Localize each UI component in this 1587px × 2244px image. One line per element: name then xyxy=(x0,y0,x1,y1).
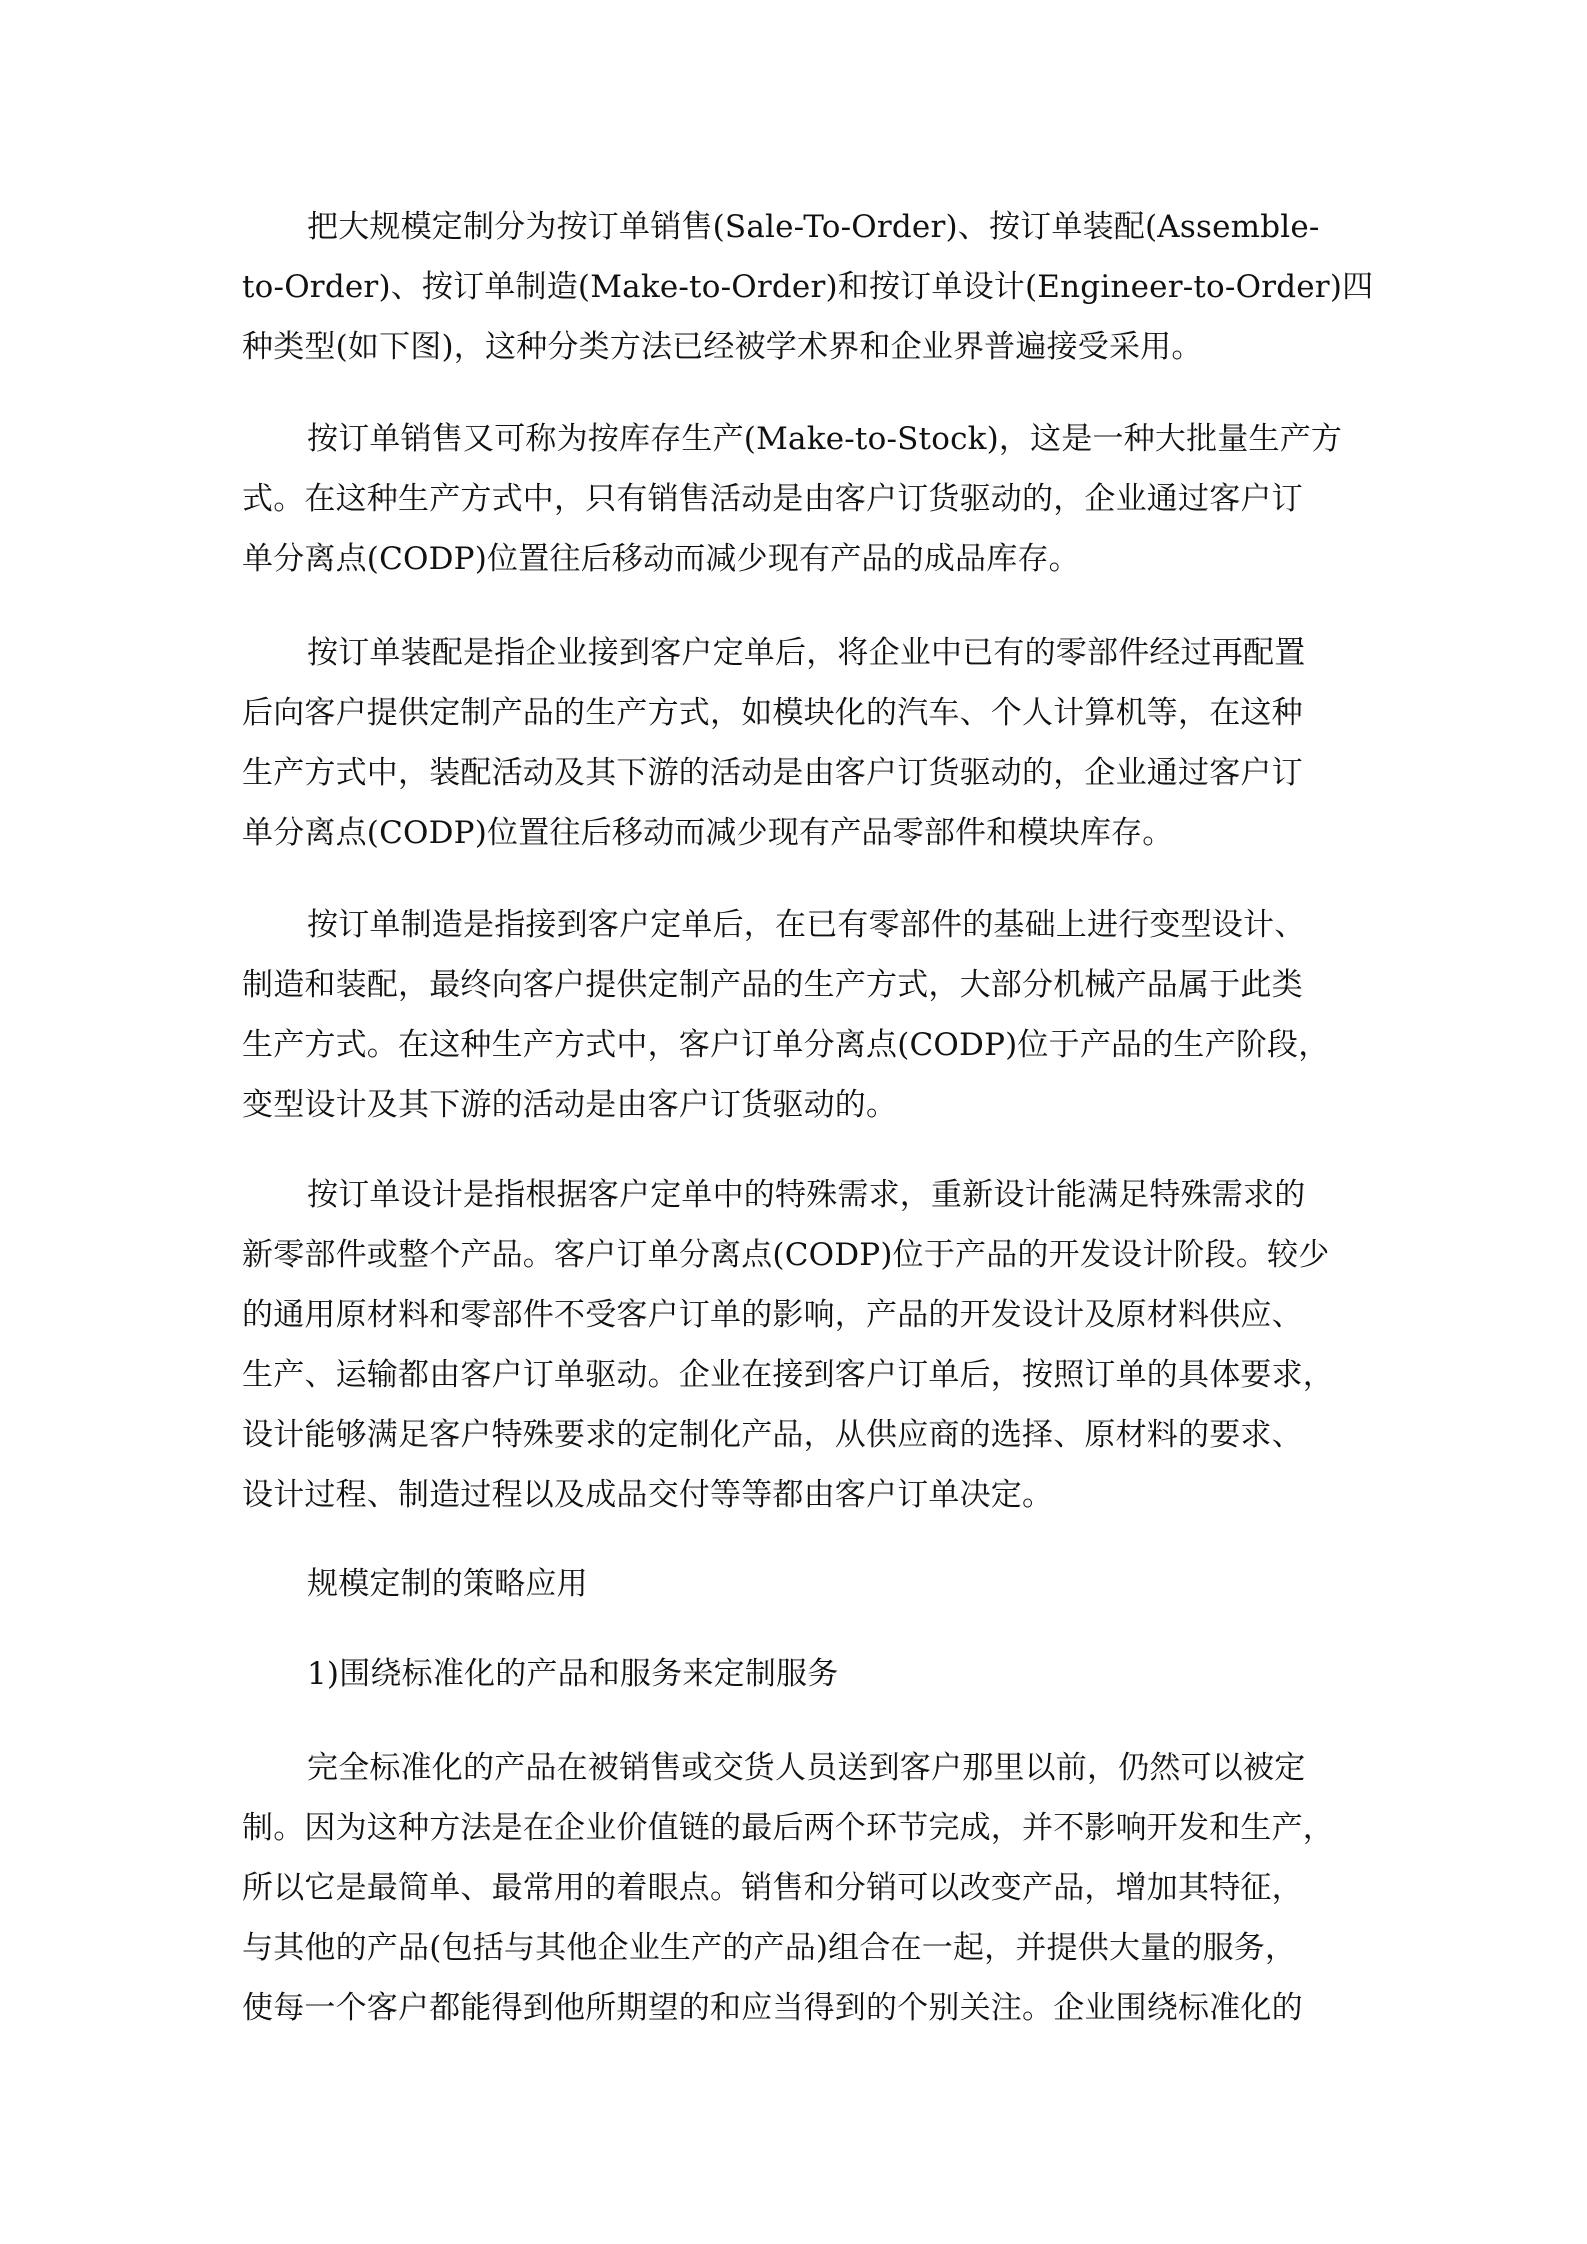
paragraph-line: 把大规模定制分为按订单销售(Sale-To-Order)、按订单装配(Assemble- xyxy=(307,209,1320,245)
paragraph-line: 按订单制造是指接到客户定单后，在已有零部件的基础上进行变型设计、 xyxy=(307,907,1306,943)
paragraph-line: 设计过程、制造过程以及成品交付等等都由客户订单决定。 xyxy=(242,1477,1054,1513)
paragraph-line: 后向客户提供定制产品的生产方式，如模块化的汽车、个人计算机等，在这种 xyxy=(242,695,1303,731)
paragraph-line: 按订单装配是指企业接到客户定单后，将企业中已有的零部件经过再配置 xyxy=(307,635,1306,671)
paragraph-line: 单分离点(CODP)位置往后移动而减少现有产品零部件和模块库存。 xyxy=(242,815,1174,851)
paragraph-line: 按订单设计是指根据客户定单中的特殊需求，重新设计能满足特殊需求的 xyxy=(307,1177,1306,1213)
paragraph-line: 所以它是最简单、最常用的着眼点。销售和分销可以改变产品，增加其特征， xyxy=(242,1870,1303,1906)
paragraph-line: 式。在这种生产方式中，只有销售活动是由客户订货驱动的，企业通过客户订 xyxy=(242,481,1303,517)
paragraph-line: 的通用原材料和零部件不受客户订单的影响，产品的开发设计及原材料供应、 xyxy=(242,1297,1303,1333)
paragraph-line: 设计能够满足客户特殊要求的定制化产品，从供应商的选择、原材料的要求、 xyxy=(242,1417,1303,1453)
paragraph-line: 使每一个客户都能得到他所期望的和应当得到的个别关注。企业围绕标准化的 xyxy=(242,1990,1303,2026)
paragraph-line: 单分离点(CODP)位置往后移动而减少现有产品的成品库存。 xyxy=(242,541,1080,577)
paragraph-line: 1)围绕标准化的产品和服务来定制服务 xyxy=(307,1656,839,1692)
paragraph-line: 生产方式。在这种生产方式中，客户订单分离点(CODP)位于产品的生产阶段， xyxy=(242,1027,1330,1063)
paragraph-line: 与其他的产品(包括与其他企业生产的产品)组合在一起，并提供大量的服务， xyxy=(242,1930,1297,1966)
paragraph-line: 制造和装配，最终向客户提供定制产品的生产方式，大部分机械产品属于此类 xyxy=(242,967,1303,1003)
paragraph-line: 完全标准化的产品在被销售或交货人员送到客户那里以前，仍然可以被定 xyxy=(307,1750,1306,1786)
paragraph-line: 规模定制的策略应用 xyxy=(307,1566,588,1602)
paragraph-line: to-Order)、按订单制造(Make-to-Order)和按订单设计(Engineer-to-Order)四 xyxy=(242,269,1374,305)
paragraph-line: 种类型(如下图)，这种分类方法已经被学术界和企业界普遍接受采用。 xyxy=(242,329,1203,365)
paragraph-line: 按订单销售又可称为按库存生产(Make-to-Stock)，这是一种大批量生产方 xyxy=(307,421,1343,457)
paragraph-line: 新零部件或整个产品。客户订单分离点(CODP)位于产品的开发设计阶段。较少 xyxy=(242,1237,1330,1273)
paragraph-line: 变型设计及其下游的活动是由客户订货驱动的。 xyxy=(242,1087,898,1123)
paragraph-line: 生产方式中，装配活动及其下游的活动是由客户订货驱动的，企业通过客户订 xyxy=(242,755,1303,791)
paragraph-line: 制。因为这种方法是在企业价值链的最后两个环节完成，并不影响开发和生产， xyxy=(242,1810,1334,1846)
paragraph-line: 生产、运输都由客户订单驱动。企业在接到客户订单后，按照订单的具体要求， xyxy=(242,1357,1334,1393)
